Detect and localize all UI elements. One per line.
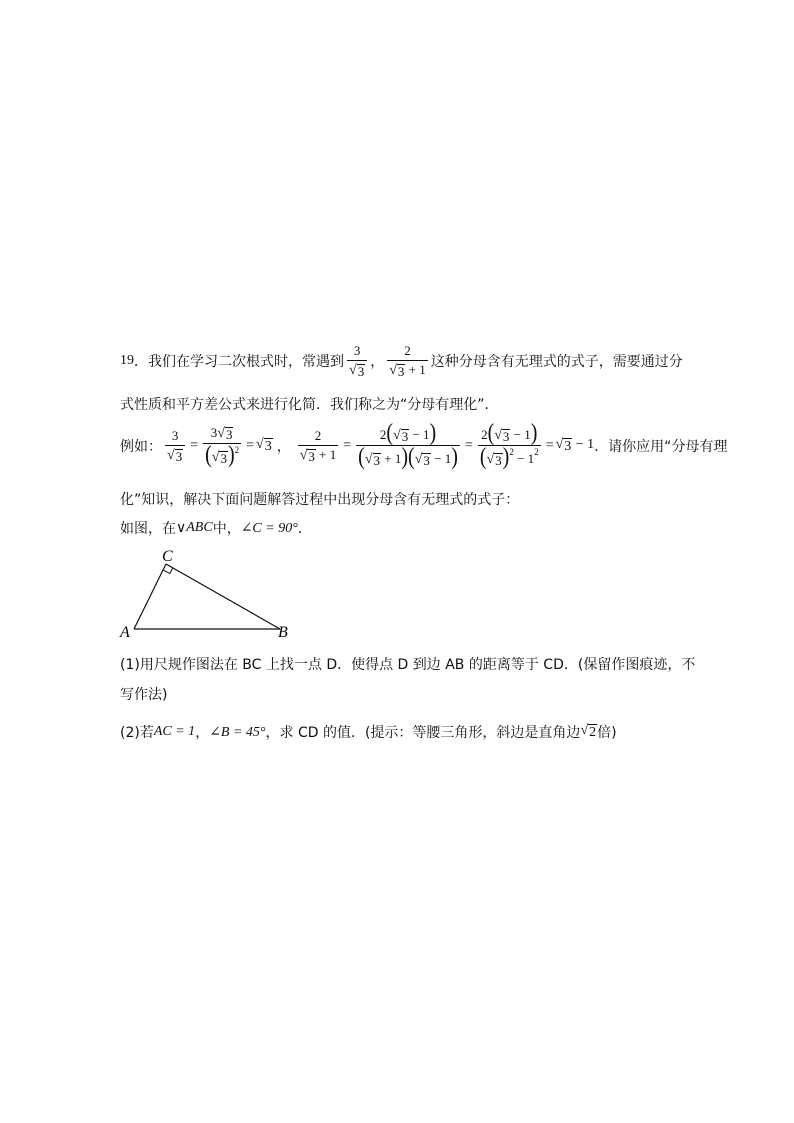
part1-line-a: [120, 654, 695, 674]
example-tail: ．请你应用“分母有理: [594, 438, 728, 455]
part1-line-b: [120, 684, 167, 704]
question-line-4: [120, 489, 519, 509]
part1-text-a: (1)用尺规作图法在 BC 上找一点 D．使得点 D 到边 AB 的距离等于 CD．(保留作图痕迹，不: [120, 657, 696, 673]
side-bc: [166, 564, 280, 629]
label-b: B: [278, 624, 288, 641]
figure-intro-period: ．: [297, 521, 312, 537]
figure-intro-a: 如图，在: [120, 521, 176, 537]
right-angle-mark: [163, 568, 173, 574]
part1-text-b: 写作法): [120, 687, 168, 703]
question-line-5: [120, 518, 312, 538]
example-root3: √ 3: [256, 436, 272, 454]
part2-cond-ac: AC = 1: [153, 724, 196, 739]
part2-cond-angle-b: ∠B = 45°: [209, 724, 266, 740]
intro-text-b: 这种分母含有无理式的式子，需要通过分: [430, 354, 683, 371]
intro-text-a: ．我们在学习二次根式时，常遇到: [134, 354, 344, 371]
part2-text-b: ，求 CD 的值．(提示：等腰三角形，斜边是直角边: [265, 725, 581, 741]
intro-line-2: 式性质和平方差公式来进行化简．我们称之为“分母有理化”．: [120, 397, 499, 413]
label-c: C: [162, 548, 173, 565]
example-frac-4: 2( √ 3 − 1) ( √ 3 + 1)( √ 3 − 1): [358, 419, 458, 471]
intro-line-4: 化”知识，解决下面问题解答过程中出现分母含有无理式的式子：: [120, 492, 520, 508]
question-line-1: [120, 343, 683, 380]
part2-text-a: (2)若: [120, 725, 154, 741]
part2-line: [120, 722, 617, 742]
triangle-symbol: ∨: [176, 520, 187, 536]
fraction-2-over-root3-plus-1: 2 √ 3 + 1: [389, 343, 426, 380]
question-number: 19: [120, 353, 134, 369]
intro-comma: ，: [370, 354, 385, 371]
angle-c-condition: ∠C = 90°: [240, 520, 298, 536]
part2-comma: ，: [195, 725, 210, 741]
example-result: √ 3 − 1: [555, 437, 595, 455]
example-frac-2: 3 √ 3 ( √ 3 )$^2$: [205, 425, 240, 469]
example-label: 例如：: [120, 438, 162, 455]
triangle-abc: ABC: [186, 520, 213, 535]
question-line-2: [120, 394, 499, 414]
part2-text-c: 倍): [597, 725, 617, 741]
label-a: A: [120, 624, 130, 641]
figure-intro-b: 中，: [212, 521, 241, 537]
triangle-figure: [110, 545, 310, 645]
example-frac-5: 2( √ 3 − 1) ( √ 3 )$^2 - 1^2$: [479, 419, 539, 471]
fraction-3-over-root3: 3 √ 3: [347, 343, 367, 380]
example-frac-3: 2 √ 3 + 1: [299, 427, 337, 464]
side-ac: [134, 564, 166, 629]
part2-sqrt2: √ 2: [580, 722, 597, 740]
example-frac-1: 3 √ 3: [165, 428, 185, 465]
example-line: 例如： 3 √ 3 = 3 √ 3 ( √ 3 )$^2$ = √ 3 ， 2 √ 3 + 1 = 2( √ 3 − 1) ( √ 3 + 1)( √ 3 − 1) = 2( √ 3 − 1) ( √ 3 )$^2 - 1^2$ = √ 3 − 1 ．请你应用“分母有理: [120, 419, 728, 471]
